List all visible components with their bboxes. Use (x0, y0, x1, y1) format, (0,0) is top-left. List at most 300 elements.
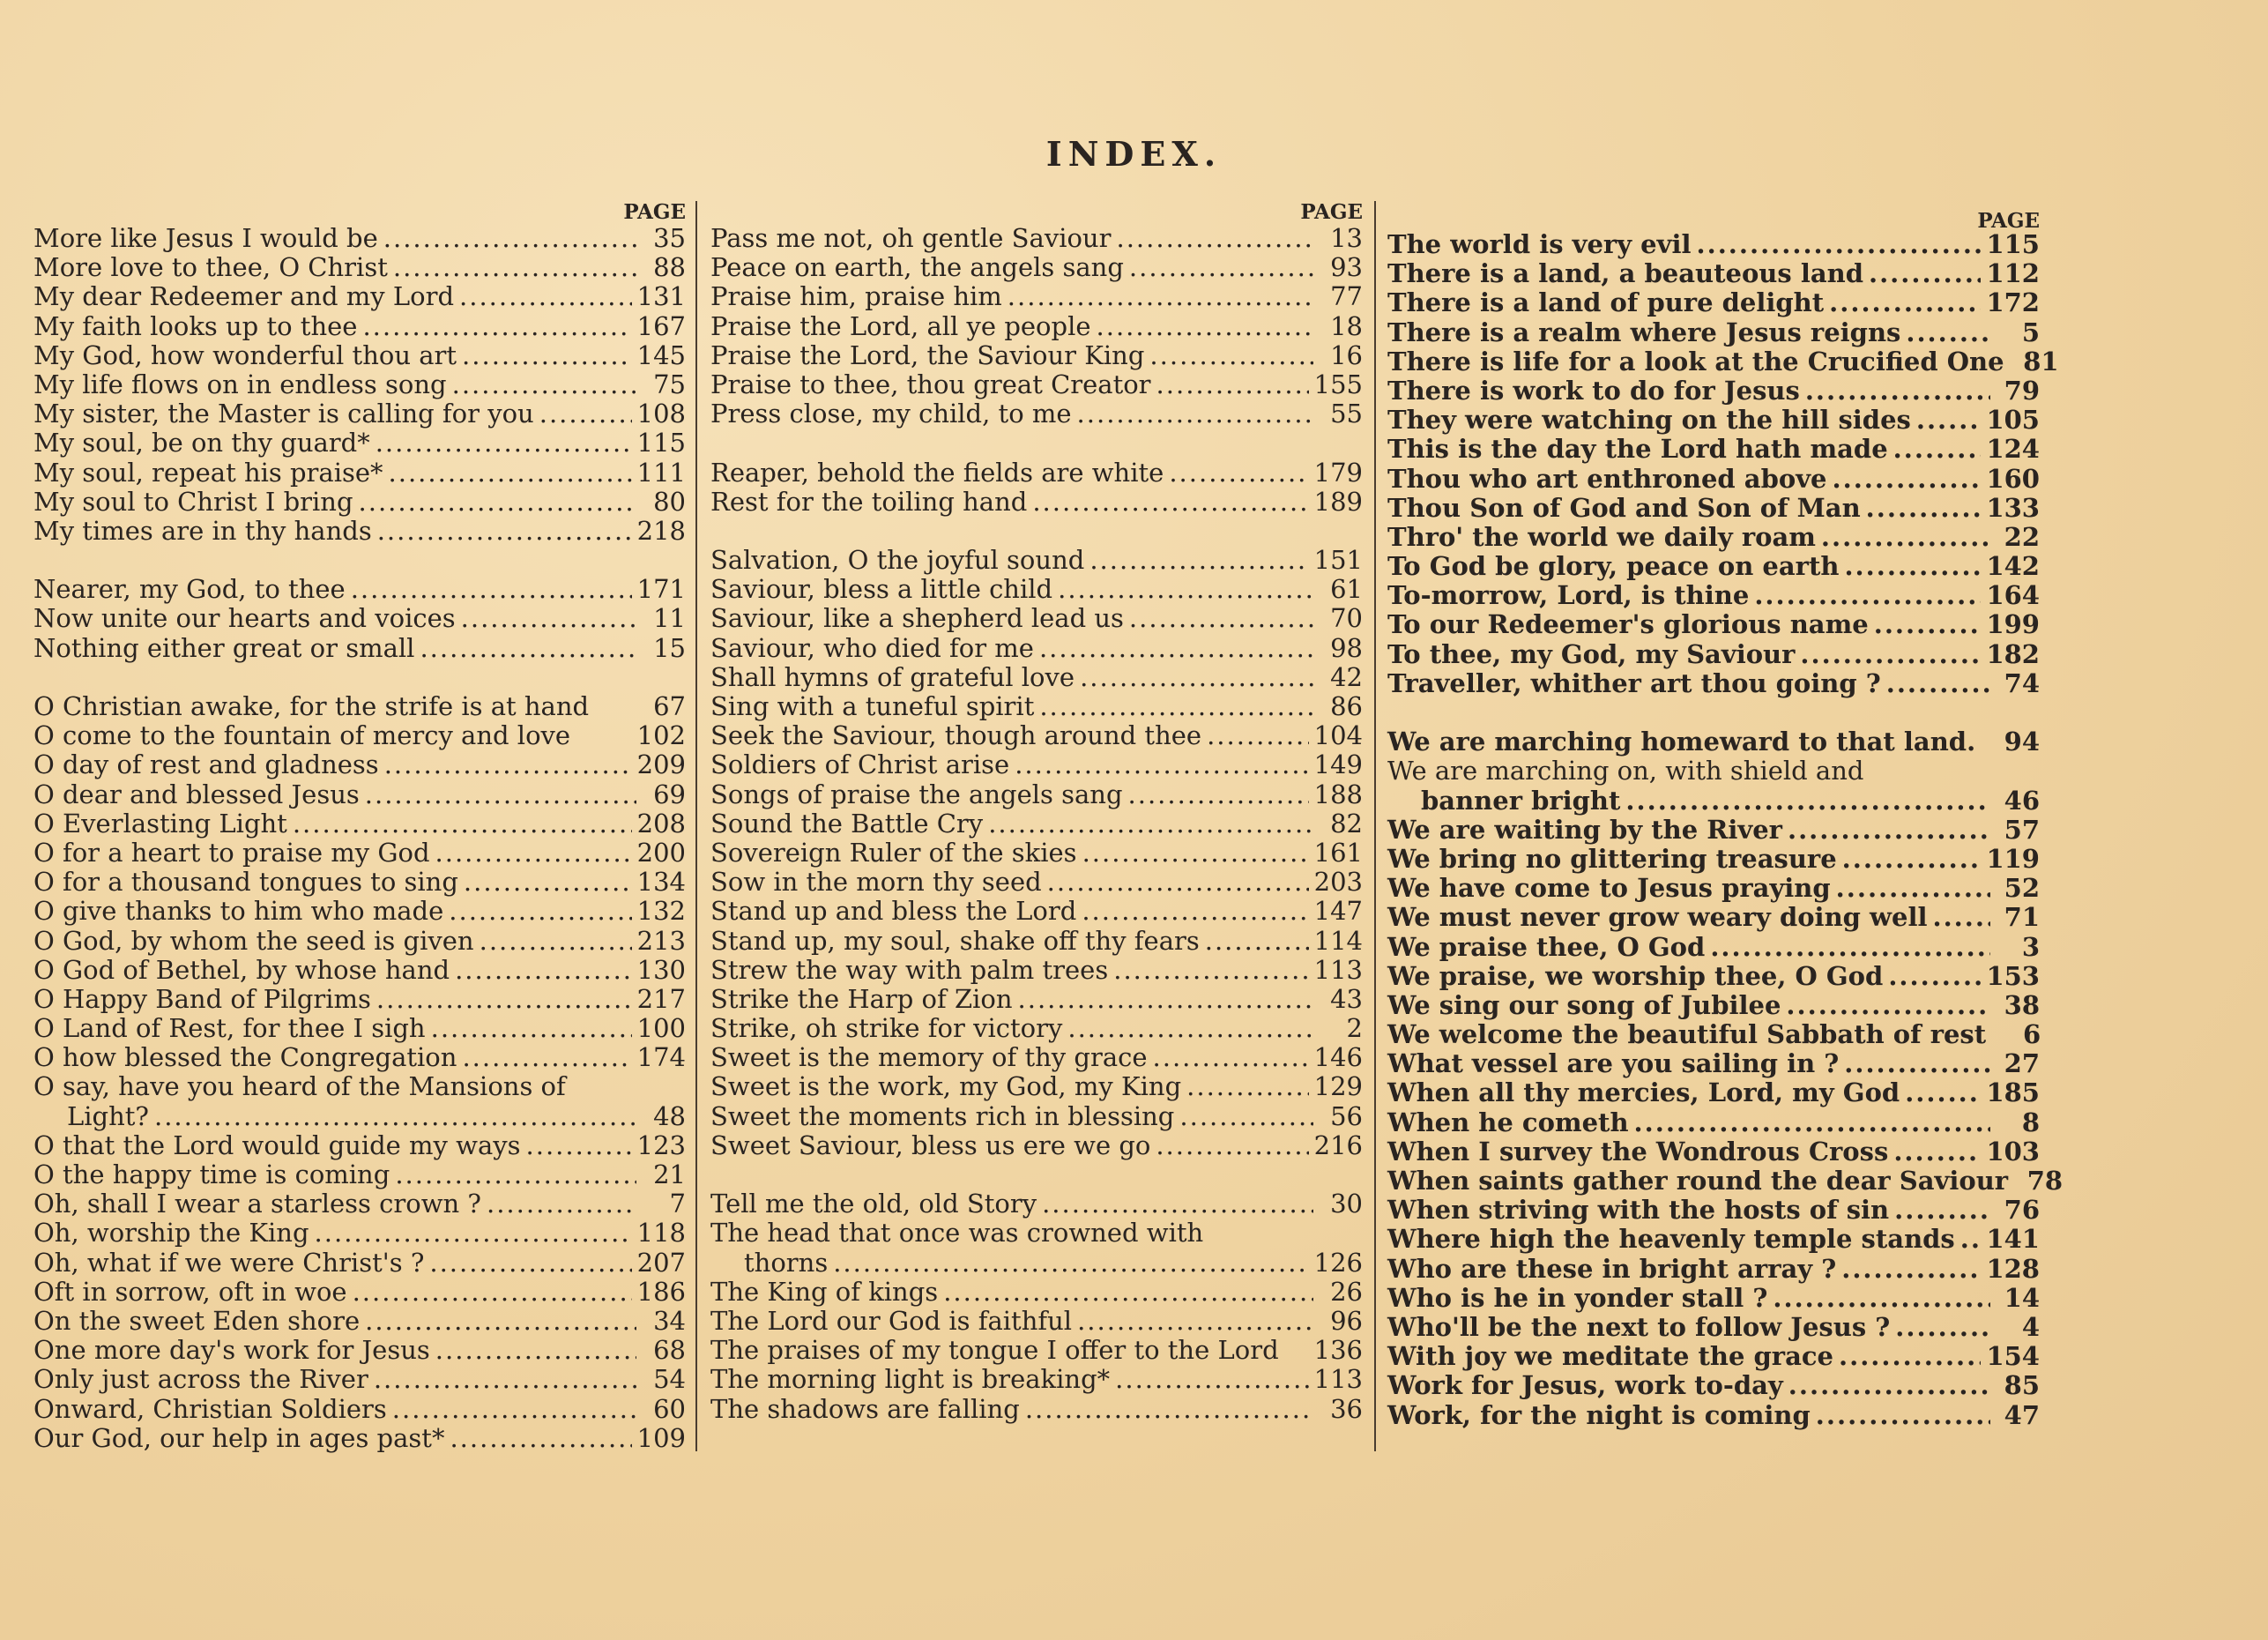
index-entry-page-number: 115 (636, 428, 686, 458)
dot-leader (943, 1278, 1313, 1307)
index-entry-title: There is a land of pure delight (1387, 287, 1825, 318)
index-entry-page-number: 132 (636, 896, 686, 927)
dot-leader (1906, 318, 1990, 347)
dot-leader (1080, 663, 1313, 692)
index-entry-title: The King of kings (710, 1276, 939, 1307)
dot-leader (1205, 927, 1309, 956)
index-entry-title: Thou Son of God and Son of Man (1387, 492, 1861, 523)
dot-leader (376, 985, 632, 1014)
index-entry (710, 897, 1363, 926)
index-entry (1387, 1342, 2040, 1371)
index-entry-page-number: 4 (2021, 1311, 2040, 1342)
dot-leader (1153, 1043, 1309, 1072)
dot-leader (1116, 224, 1313, 253)
index-entry (710, 750, 1363, 779)
index-entry-title: My soul, be on thy guard* (33, 428, 370, 458)
index-entry-page-number: 48 (653, 1100, 686, 1131)
index-entry (1387, 288, 2040, 317)
index-entry-page-number: 118 (636, 1218, 686, 1249)
index-entry-page-number: 11 (653, 603, 686, 634)
index-entry (33, 312, 686, 341)
dot-leader (359, 488, 636, 517)
index-entry (710, 868, 1363, 897)
dot-leader (353, 1278, 632, 1307)
index-entry-title: My soul to Christ I bring (33, 486, 353, 517)
index-entry-page-number: 146 (1313, 1042, 1363, 1073)
index-entry-title: To thee, my God, my Saviour (1387, 638, 1796, 669)
index-entry (1387, 1284, 2040, 1313)
index-entry-title: The Lord our God is faithful (710, 1305, 1073, 1336)
index-entry-title: My soul, repeat his praise* (33, 457, 383, 488)
dot-leader (384, 750, 632, 779)
index-entry (33, 1189, 686, 1219)
dot-leader (1149, 341, 1313, 370)
dot-leader (1842, 845, 1982, 874)
index-entry-page-number: 124 (1986, 434, 2040, 465)
index-entry-page-number: 130 (636, 954, 686, 985)
section-gap (1387, 698, 2040, 727)
dot-leader (459, 282, 632, 311)
dot-leader (1893, 435, 1982, 464)
index-entry-title: Oh, what if we were Christ's ? (33, 1247, 425, 1278)
index-entry (33, 721, 686, 750)
index-entry-page-number: 115 (1986, 229, 2040, 259)
index-entry (33, 1395, 686, 1424)
index-entry-page-number: 105 (1986, 405, 2040, 436)
dot-leader (1697, 230, 1982, 259)
index-entry-page-number: 113 (1313, 1364, 1363, 1395)
index-entry-title: Sweet Saviour, bless us ere we go (710, 1129, 1151, 1160)
index-entry (1387, 465, 2040, 494)
index-column-1 (33, 201, 686, 1453)
dot-leader (1018, 985, 1313, 1014)
index-entry-page-number: 145 (636, 339, 686, 370)
index-entry (710, 780, 1363, 809)
index-entry-page-number: 128 (1986, 1253, 2040, 1284)
index-entry (710, 312, 1363, 341)
index-entry-page-number: 57 (2004, 814, 2040, 845)
index-entry-page-number: 174 (636, 1042, 686, 1073)
index-entry-page-number: 217 (636, 983, 686, 1014)
index-entry (710, 1102, 1363, 1131)
dot-leader (1058, 575, 1313, 604)
index-entry-title: On the sweet Eden shore (33, 1305, 361, 1336)
dot-leader (154, 1102, 636, 1131)
dot-leader (1039, 634, 1313, 663)
index-entry-title-continuation: thorns (744, 1247, 829, 1278)
dot-leader (1115, 1365, 1309, 1394)
column-divider (695, 201, 697, 1451)
index-entry-page-number: 77 (1330, 281, 1363, 312)
index-entry (710, 488, 1363, 517)
index-entry-page-number: 131 (636, 281, 686, 312)
index-entry-title: This is the day the Lord hath made (1387, 434, 1888, 465)
dot-leader (487, 1189, 636, 1219)
index-entry-page-number: 109 (636, 1422, 686, 1453)
index-entry-page-number: 8 (2021, 1107, 2040, 1137)
index-entry-title: We must never grow weary doing well (1387, 902, 1928, 933)
dot-leader (1047, 868, 1309, 897)
index-entry (33, 1365, 686, 1394)
index-entry-title: Oh, worship the King (33, 1218, 309, 1249)
index-entry-title: Work for Jesus, work to-day (1387, 1370, 1783, 1401)
index-entry-page-number: 35 (653, 223, 686, 253)
index-entry-title: O for a heart to praise my God (33, 837, 430, 868)
index-entry-page-number: 96 (1330, 1305, 1363, 1336)
index-entry-page-number: 151 (1313, 545, 1363, 576)
dot-leader (429, 1249, 631, 1278)
index-entry-title: One more day's work for Jesus (33, 1335, 430, 1366)
dot-leader (1169, 458, 1308, 488)
index-entry-title: O Everlasting Light (33, 808, 287, 839)
index-entry-page-number: 70 (1330, 603, 1363, 634)
index-entry (33, 517, 686, 546)
dot-leader (1869, 259, 1981, 288)
index-entry (33, 692, 686, 721)
index-entry (710, 1307, 1363, 1336)
index-entry (33, 956, 686, 985)
dot-leader (376, 429, 632, 458)
index-entry (1387, 1020, 2040, 1049)
dot-leader (1008, 282, 1313, 311)
index-entry (1387, 1225, 2040, 1254)
index-entry-page-number: 111 (636, 457, 686, 488)
index-entry-title: O Christian awake, for the strife is at hand (33, 691, 590, 721)
index-entry-title: There is life for a look at the Crucified One (1387, 346, 2004, 376)
dot-leader (1773, 1284, 1990, 1313)
index-entry-title: When saints gather round the dear Saviour (1387, 1166, 2009, 1196)
index-entry-title: O God of Bethel, by whose hand (33, 954, 450, 985)
index-entry-title: Strike the Harp of Zion (710, 983, 1013, 1014)
index-entry (1387, 727, 2040, 757)
index-entry-page-number: 56 (1330, 1100, 1363, 1131)
index-entry (33, 488, 686, 517)
index-entry (1387, 1049, 2040, 1078)
dot-leader (461, 604, 636, 633)
dot-leader (1097, 312, 1313, 341)
dot-leader (392, 1395, 636, 1424)
index-entry-title: Rest for the toiling hand (710, 486, 1028, 517)
index-entry (710, 1131, 1363, 1160)
index-entry-title: To-morrow, Lord, is thine (1387, 580, 1750, 611)
index-entry-page-number: 199 (1986, 609, 2040, 640)
index-entry-title: Reaper, behold the fields are white (710, 457, 1164, 488)
index-entry-title: O that the Lord would guide my ways (33, 1129, 521, 1160)
index-entry (1387, 786, 2040, 816)
index-entry-title: O Land of Rest, for thee I sigh (33, 1013, 426, 1044)
dot-leader (1800, 640, 1981, 669)
dot-leader (1821, 523, 1990, 552)
index-entry-title: Praise to thee, thou great Creator (710, 369, 1151, 399)
index-entry-page-number: 18 (1330, 310, 1363, 341)
dot-leader (1866, 494, 1982, 523)
index-entry-page-number: 54 (653, 1364, 686, 1395)
index-entry (33, 575, 686, 604)
index-entry-title: We welcome the beautiful Sabbath of rest (1387, 1019, 1987, 1050)
dot-leader (1839, 1342, 1981, 1371)
index-entry (1387, 1313, 2040, 1342)
dot-leader (389, 458, 632, 488)
index-entry-title: Onward, Christian Soldiers (33, 1393, 387, 1424)
index-entry-title: Saviour, like a shepherd lead us (710, 603, 1124, 634)
dot-leader (383, 224, 636, 253)
index-entry-title: The praises of my tongue I offer to the Lord (710, 1335, 1279, 1366)
index-entry-title: Oft in sorrow, oft in woe (33, 1276, 347, 1307)
index-entry-title: We are marching on, with shield and (1387, 756, 1864, 786)
index-entry (1387, 962, 2040, 991)
index-entry-title: We praise thee, O God (1387, 931, 1706, 962)
index-entry-page-number: 60 (653, 1393, 686, 1424)
dot-leader (315, 1219, 632, 1248)
index-entry-page-number: 129 (1313, 1071, 1363, 1102)
index-entry-page-number: 167 (636, 310, 686, 341)
index-entry-page-number: 126 (1313, 1247, 1363, 1278)
index-entry (1387, 523, 2040, 552)
index-entry-title: Thou who art enthroned above (1387, 463, 1827, 494)
index-entry-title: There is a realm where Jesus reigns (1387, 317, 1901, 347)
index-entry-title: Praise the Lord, all ye people (710, 310, 1091, 341)
index-entry-page-number: 112 (1986, 258, 2040, 289)
dot-leader (1894, 1196, 1990, 1225)
index-entry-title-continuation: Light? (67, 1100, 149, 1131)
dot-leader (1905, 1078, 1981, 1107)
index-entry (710, 458, 1363, 488)
index-entry (33, 1307, 686, 1336)
index-entry-page-number: 136 (1313, 1335, 1363, 1366)
index-entry (1387, 816, 2040, 845)
index-entry-title: Who is he in yonder stall ? (1387, 1282, 1768, 1313)
dot-leader (1186, 1072, 1309, 1101)
dot-leader (1077, 1307, 1313, 1336)
dot-leader (452, 370, 636, 399)
index-entry-page-number: 3 (2021, 931, 2040, 962)
index-entry (33, 1336, 686, 1365)
index-entry (710, 985, 1363, 1014)
index-entry (33, 458, 686, 488)
index-entry-title: What vessel are you sailing in ? (1387, 1048, 1840, 1079)
dot-leader (420, 634, 636, 663)
index-entry-title: The morning light is breaking* (710, 1364, 1111, 1395)
index-entry (1387, 552, 2040, 581)
index-entry-title: To God be glory, peace on earth (1387, 551, 1840, 582)
index-entry-page-number: 67 (653, 691, 686, 721)
dot-leader (435, 1336, 636, 1365)
column-divider (1374, 201, 1376, 1451)
index-entry-title: When he cometh (1387, 1107, 1629, 1137)
index-entry (1387, 494, 2040, 523)
dot-leader (480, 927, 632, 956)
index-entry-title: The head that once was crowned with (710, 1218, 1204, 1249)
index-entry-title: Sweet the moments rich in blessing (710, 1100, 1175, 1131)
index-entry (33, 1014, 686, 1043)
index-entry-page-number: 16 (1330, 339, 1363, 370)
index-entry (1387, 435, 2040, 464)
index-entry-page-number: 100 (636, 1013, 686, 1044)
index-entry-title: Sweet is the work, my God, my King (710, 1071, 1182, 1102)
index-entry (1387, 318, 2040, 347)
dot-leader (395, 1160, 636, 1189)
index-entry (710, 809, 1363, 839)
index-entry-page-number: 46 (2004, 785, 2040, 816)
index-entry (33, 1249, 686, 1278)
dot-leader (1710, 933, 1990, 962)
dot-leader (1874, 610, 1982, 639)
dot-leader (833, 1249, 1308, 1278)
section-gap (710, 517, 1363, 546)
index-entry-page-number: 14 (2004, 1282, 2040, 1313)
index-entry-title: Praise the Lord, the Saviour King (710, 339, 1145, 370)
dot-leader (1829, 288, 1981, 317)
index-entry-page-number: 108 (636, 399, 686, 429)
index-entry-title: O say, have you heard of the Mansions of (33, 1071, 566, 1102)
index-entry (1387, 1166, 2064, 1196)
index-entry-page-number: 160 (1986, 463, 2040, 494)
index-entry-page-number: 82 (1330, 808, 1363, 839)
index-entry-title: Oh, shall I wear a starless crown ? (33, 1189, 481, 1219)
index-entry-title: To our Redeemer's glorious name (1387, 609, 1869, 640)
index-entry-page-number: 69 (653, 779, 686, 809)
index-entry-page-number: 34 (653, 1305, 686, 1336)
dot-leader (1077, 399, 1313, 429)
index-entry-page-number: 209 (636, 749, 686, 780)
index-entry-title: They were watching on the hill sides (1387, 405, 1911, 436)
index-entry-page-number: 200 (636, 837, 686, 868)
index-entry-page-number: 6 (2022, 1019, 2041, 1050)
index-entry-title: When I survey the Wondrous Cross (1387, 1136, 1889, 1167)
dot-leader (374, 1365, 636, 1394)
index-entry (33, 1043, 686, 1072)
index-entry-title: Stand up, my soul, shake off thy fears (710, 925, 1200, 956)
index-entry-title: O come to the fountain of mercy and love (33, 720, 571, 751)
index-entry (33, 809, 686, 839)
index-entry (33, 370, 686, 399)
index-entry-title: The shadows are falling (710, 1393, 1020, 1424)
dot-leader (1841, 1255, 1981, 1284)
index-entry-title: Songs of praise the angels sang (710, 779, 1123, 809)
dot-leader (1128, 780, 1309, 809)
index-entry (710, 956, 1363, 985)
index-entry-page-number: 103 (1986, 1136, 2040, 1167)
dot-leader (1844, 552, 1981, 581)
dot-leader (1207, 721, 1309, 750)
index-column-3 (1387, 201, 2064, 1430)
index-entry (710, 1189, 1363, 1219)
index-entry-page-number: 79 (2004, 375, 2040, 406)
index-entry-page-number: 76 (2004, 1195, 2040, 1226)
index-entry (1387, 1371, 2040, 1400)
index-entry (710, 399, 1363, 429)
index-entry-title: Saviour, who died for me (710, 632, 1034, 663)
index-entry-page-number: 185 (1986, 1077, 2040, 1108)
index-entry-title-continuation: banner bright (1421, 785, 1621, 816)
index-entry (710, 282, 1363, 311)
index-entry-page-number: 86 (1330, 691, 1363, 721)
index-entry-page-number: 142 (1986, 551, 2040, 582)
index-entry (33, 282, 686, 311)
dot-leader (1082, 897, 1308, 926)
index-entry (33, 341, 686, 370)
index-entry-title: Who are these in bright array ? (1387, 1253, 1837, 1284)
index-entry-title: My God, how wonderful thou art (33, 339, 457, 370)
index-entry-page-number: 30 (1330, 1189, 1363, 1219)
index-entry-page-number: 52 (2004, 873, 2040, 904)
index-entry (710, 253, 1363, 282)
index-entry-title: Soldiers of Christ arise (710, 749, 1010, 780)
dot-leader (435, 839, 632, 868)
index-entry-title: My times are in thy hands (33, 515, 372, 546)
index-entry-title: My sister, the Master is calling for you (33, 399, 534, 429)
dot-leader (1893, 1137, 1981, 1167)
index-entry (1387, 1108, 2040, 1137)
index-entry-page-number: 114 (1313, 925, 1363, 956)
dot-leader (1786, 991, 1990, 1020)
index-entry-page-number: 208 (636, 808, 686, 839)
index-entry (1387, 581, 2040, 610)
index-entry-title: Nearer, my God, to thee (33, 574, 346, 605)
index-entry-title: Nothing either great or small (33, 632, 415, 663)
dot-leader (1788, 1371, 1990, 1400)
index-entry-title: Peace on earth, the angels sang (710, 252, 1124, 283)
dot-leader (1156, 370, 1309, 399)
dot-leader (1888, 962, 1981, 991)
index-entry-title: We are waiting by the River (1387, 814, 1782, 845)
dot-leader (1836, 874, 1990, 903)
index-entry (1387, 640, 2040, 669)
index-entry-page-number: 171 (636, 574, 686, 605)
index-entry-title: Seek the Saviour, though around thee (710, 720, 1202, 751)
index-entry (1387, 874, 2040, 903)
index-entry (33, 927, 686, 956)
index-entry (710, 1072, 1363, 1101)
index-entry (710, 1249, 1363, 1278)
index-entry (710, 1395, 1363, 1424)
index-entry-title: Sound the Battle Cry (710, 808, 984, 839)
index-entry (1387, 610, 2040, 639)
index-entry-page-number: 216 (1313, 1129, 1363, 1160)
index-entry (33, 1102, 686, 1131)
index-entry-title: My faith looks up to thee (33, 310, 358, 341)
dot-leader (462, 341, 632, 370)
index-entry (1387, 1078, 2040, 1107)
dot-leader (1042, 1189, 1313, 1219)
dot-leader (1916, 406, 1982, 435)
index-entry-page-number: 75 (653, 369, 686, 399)
dot-leader (1895, 1313, 1990, 1342)
index-entry (710, 692, 1363, 721)
index-entry-page-number: 179 (1313, 457, 1363, 488)
index-entry (1387, 991, 2040, 1020)
dot-leader (1179, 1102, 1313, 1131)
dot-leader (449, 897, 631, 926)
dot-leader (365, 780, 636, 809)
index-entry-title: Praise him, praise him (710, 281, 1002, 312)
dot-leader (431, 1014, 632, 1043)
index-entry-title: Sovereign Ruler of the skies (710, 837, 1077, 868)
index-entry-title: O day of rest and gladness (33, 749, 379, 780)
index-entry-title: Shall hymns of grateful love (710, 661, 1075, 692)
index-entry-page-number: 104 (1313, 720, 1363, 751)
dot-leader (1833, 465, 1982, 494)
index-entry (1387, 669, 2040, 698)
index-entry (33, 224, 686, 253)
index-entry-page-number: 85 (2004, 1370, 2040, 1401)
index-entry-title: Only just across the River (33, 1364, 368, 1395)
index-entry-title: More love to thee, O Christ (33, 252, 388, 283)
index-entry-page-number: 71 (2004, 902, 2040, 933)
index-entry-title: We bring no glittering treasure (1387, 843, 1837, 874)
index-entry-title: Where high the heavenly temple stands (1387, 1224, 1955, 1255)
index-entry-page-number: 42 (1330, 661, 1363, 692)
